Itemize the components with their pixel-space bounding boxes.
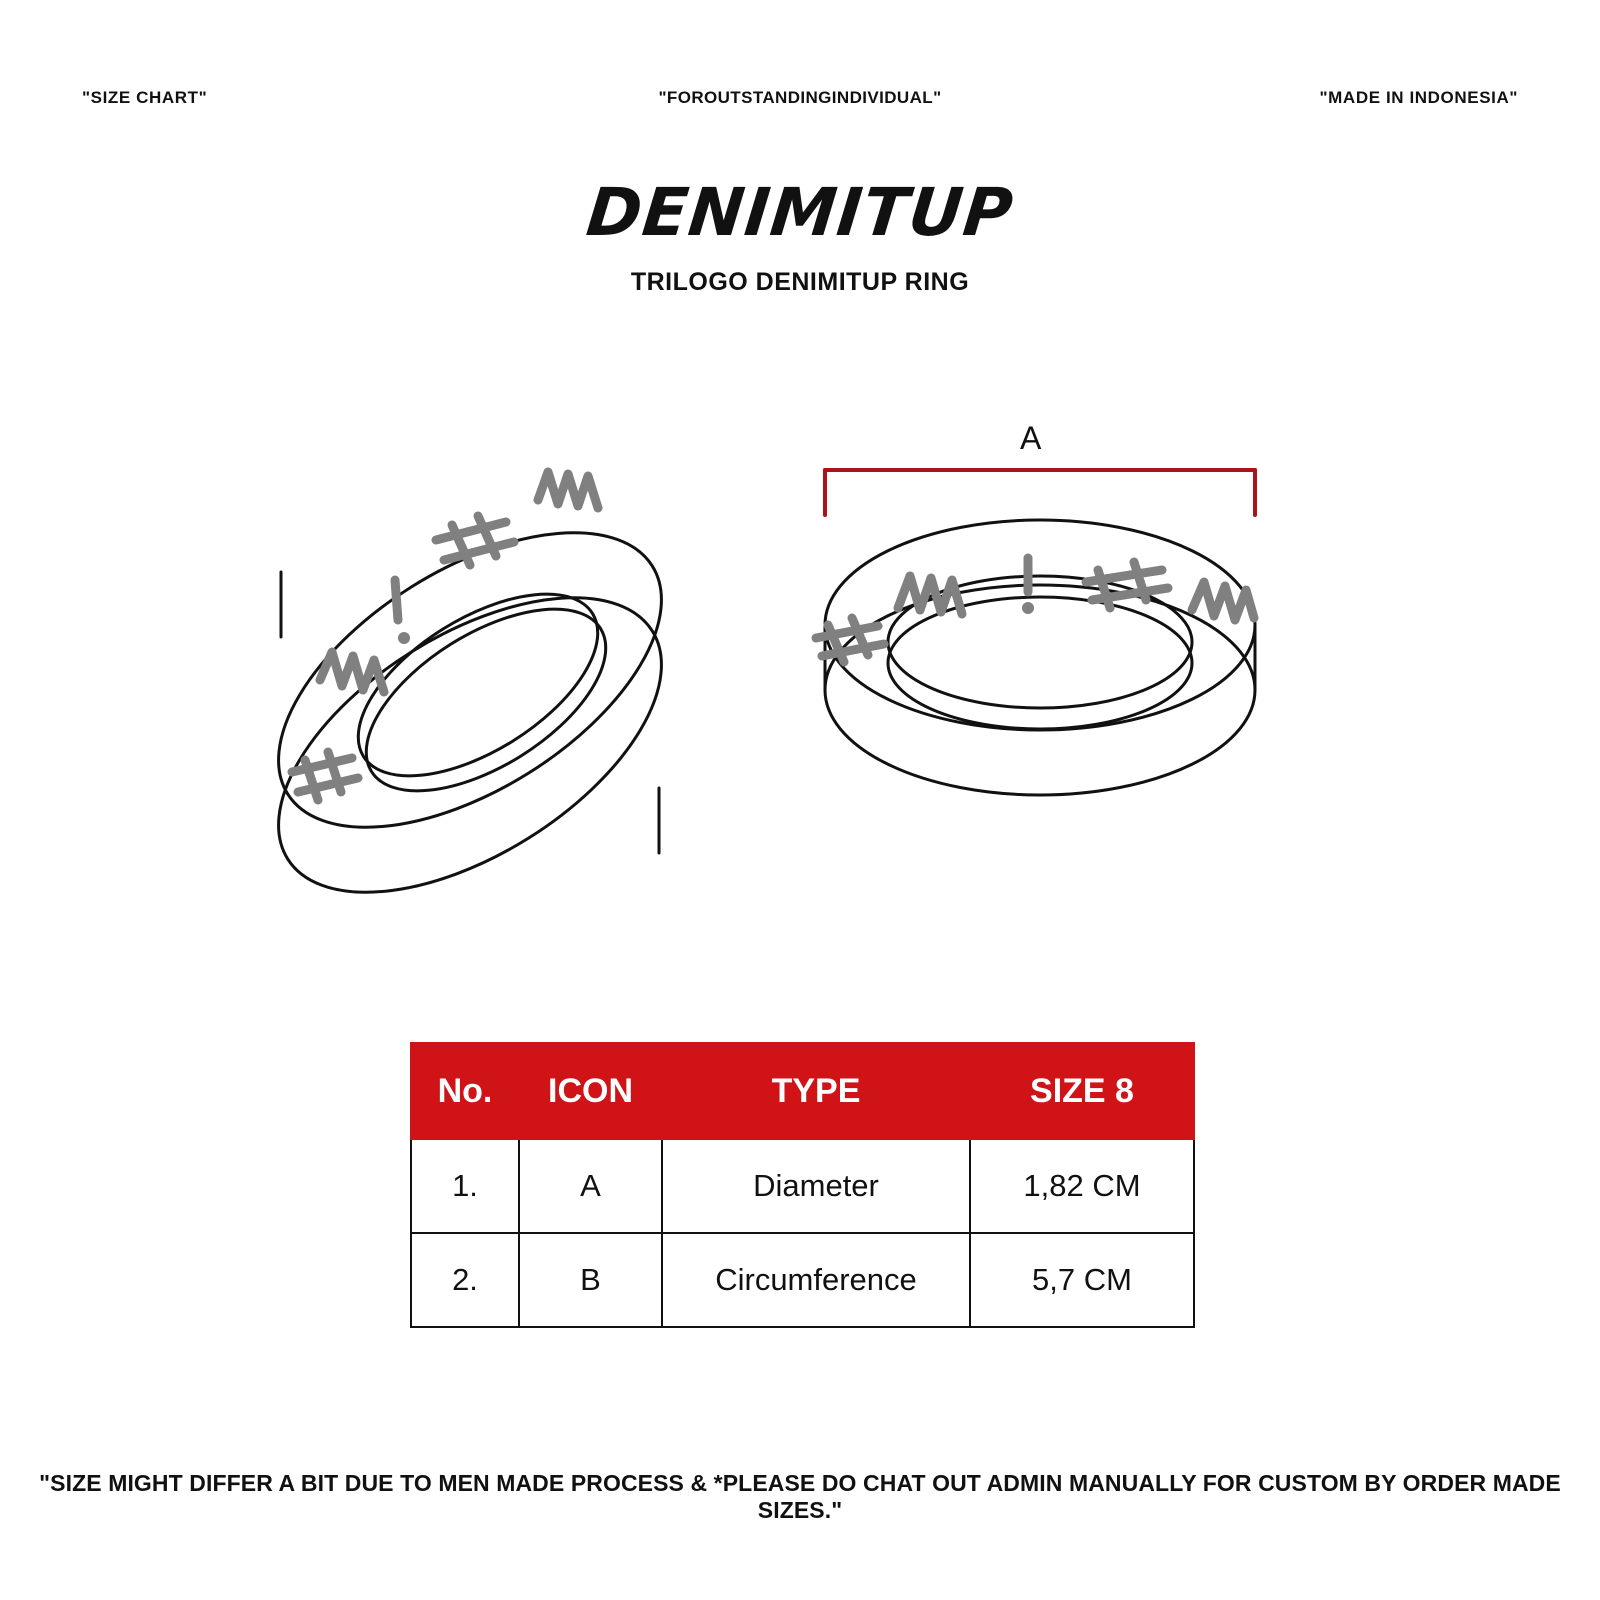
column-header-size: SIZE 8 <box>970 1043 1194 1139</box>
column-header-type: TYPE <box>662 1043 970 1139</box>
cell-no: 1. <box>411 1139 519 1233</box>
header-left-label: "SIZE CHART" <box>82 88 208 107</box>
cell-icon: A <box>519 1139 662 1233</box>
ring-illustrations-svg <box>0 380 1600 1020</box>
dimension-a-label: A <box>1020 420 1042 456</box>
cell-type: Diameter <box>662 1139 970 1233</box>
footer-note: "SIZE MIGHT DIFFER A BIT DUE TO MEN MADE PROCESS & *PLEASE DO CHAT OUT ADMIN MANUALLY FOR CUSTOM BY ORDER MADE SIZES." <box>39 1470 1561 1523</box>
table-row <box>411 1139 1194 1233</box>
ring-diagram <box>0 380 1600 1020</box>
ring-front-view <box>825 520 1255 795</box>
product-title: TRILOGO DENIMITUP RING <box>630 268 970 296</box>
header-center-label: "FOROUTSTANDINGINDIVIDUAL" <box>658 88 942 107</box>
measurement-bracket-a <box>825 470 1255 515</box>
cell-type: Circumference <box>662 1233 970 1327</box>
table-header-row <box>411 1043 1194 1139</box>
cell-size: 1,82 CM <box>970 1139 1194 1233</box>
cell-size: 5,7 CM <box>970 1233 1194 1327</box>
cell-no: 2. <box>411 1233 519 1327</box>
size-table <box>410 1042 1195 1328</box>
brand-logo-text: DENIMITUP <box>583 174 1018 251</box>
brand-block <box>0 174 1600 297</box>
column-header-icon: ICON <box>519 1043 662 1139</box>
cell-icon: B <box>519 1233 662 1327</box>
table-row <box>411 1233 1194 1327</box>
page-header <box>0 88 1600 112</box>
column-header-no: No. <box>411 1043 519 1139</box>
size-table-wrap <box>410 1042 1193 1328</box>
header-right-label: "MADE IN INDONESIA" <box>1319 88 1518 107</box>
ring-perspective-view <box>229 473 710 952</box>
